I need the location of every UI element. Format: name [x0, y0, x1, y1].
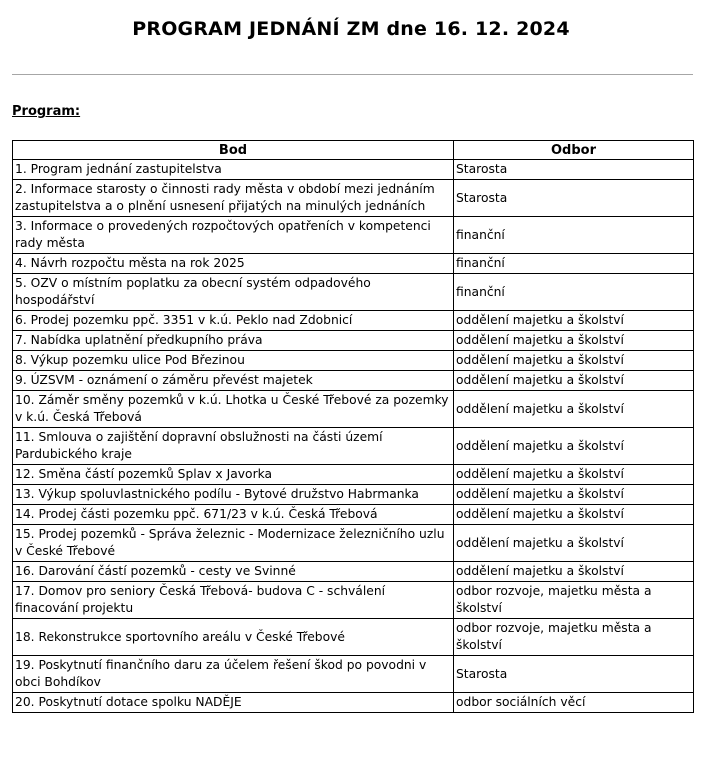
agenda-item: 14. Prodej části pozemku ppč. 671/23 v k.ú. Česká Třebová [13, 505, 454, 525]
agenda-department: finanční [454, 217, 694, 254]
page-title: PROGRAM JEDNÁNÍ ZM dne 16. 12. 2024 [132, 18, 570, 40]
agenda-department: odbor rozvoje, majetku města a školství [454, 582, 694, 619]
agenda-item: 3. Informace o provedených rozpočtových opatřeních v kompetenci rady města [13, 217, 454, 254]
agenda-department: odbor rozvoje, majetku města a školství [454, 619, 694, 656]
agenda-item: 1. Program jednání zastupitelstva [13, 160, 454, 180]
table-row [13, 693, 694, 713]
table-row [13, 351, 694, 371]
table-row [13, 562, 694, 582]
agenda-item: 19. Poskytnutí finančního daru za účelem řešení škod po povodni v obci Bohdíkov [13, 656, 454, 693]
agenda-department: oddělení majetku a školství [454, 428, 694, 465]
table-row [13, 217, 694, 254]
table-row [13, 505, 694, 525]
table-row [13, 311, 694, 331]
table-row [13, 428, 694, 465]
table-row [13, 656, 694, 693]
agenda-department: oddělení majetku a školství [454, 351, 694, 371]
agenda-department: odbor sociálních věcí [454, 693, 694, 713]
table-row [13, 274, 694, 311]
table-row [13, 465, 694, 485]
table-row [13, 371, 694, 391]
agenda-department: finanční [454, 274, 694, 311]
agenda-item: 17. Domov pro seniory Česká Třebová- budova C - schválení finacování projektu [13, 582, 454, 619]
agenda-department: oddělení majetku a školství [454, 465, 694, 485]
agenda-item: 6. Prodej pozemku ppč. 3351 v k.ú. Peklo nad Zdobnicí [13, 311, 454, 331]
table-row [13, 619, 694, 656]
agenda-table [12, 140, 694, 713]
agenda-item: 9. ÚZSVM - oznámení o záměru převést majetek [13, 371, 454, 391]
agenda-department: Starosta [454, 160, 694, 180]
table-row [13, 254, 694, 274]
agenda-item: 8. Výkup pozemku ulice Pod Březinou [13, 351, 454, 371]
table-row [13, 582, 694, 619]
agenda-item: 15. Prodej pozemků - Správa železnic - Modernizace železničního uzlu v České Třebové [13, 525, 454, 562]
agenda-department: Starosta [454, 656, 694, 693]
table-header-row [13, 141, 694, 160]
agenda-item: 11. Smlouva o zajištění dopravní obslužnosti na části území Pardubického kraje [13, 428, 454, 465]
agenda-department: oddělení majetku a školství [454, 311, 694, 331]
column-header-bod: Bod [13, 141, 454, 160]
agenda-item: 16. Darování částí pozemků - cesty ve Svinné [13, 562, 454, 582]
table-row [13, 160, 694, 180]
table-row [13, 180, 694, 217]
agenda-item: 5. OZV o místním poplatku za obecní systém odpadového hospodářství [13, 274, 454, 311]
agenda-item: 20. Poskytnutí dotace spolku NADĚJE [13, 693, 454, 713]
header-divider [12, 74, 693, 75]
agenda-department: oddělení majetku a školství [454, 371, 694, 391]
table-row [13, 331, 694, 351]
table-row [13, 391, 694, 428]
agenda-department: oddělení majetku a školství [454, 391, 694, 428]
agenda-department: oddělení majetku a školství [454, 562, 694, 582]
agenda-item: 4. Návrh rozpočtu města na rok 2025 [13, 254, 454, 274]
section-label: Program: [12, 104, 81, 119]
agenda-item: 18. Rekonstrukce sportovního areálu v České Třebové [13, 619, 454, 656]
column-header-odbor: Odbor [454, 141, 694, 160]
agenda-department: oddělení majetku a školství [454, 505, 694, 525]
agenda-item: 7. Nabídka uplatnění předkupního práva [13, 331, 454, 351]
agenda-item: 2. Informace starosty o činnosti rady města v období mezi jednáním zastupitelstva a o plnění usnesení přijatých na minulých jednáních [13, 180, 454, 217]
agenda-department: oddělení majetku a školství [454, 331, 694, 351]
agenda-item: 12. Směna částí pozemků Splav x Javorka [13, 465, 454, 485]
agenda-department: Starosta [454, 180, 694, 217]
table-row [13, 485, 694, 505]
agenda-department: finanční [454, 254, 694, 274]
agenda-item: 10. Záměr směny pozemků v k.ú. Lhotka u České Třebové za pozemky v k.ú. Česká Třebová [13, 391, 454, 428]
agenda-department: oddělení majetku a školství [454, 485, 694, 505]
agenda-item: 13. Výkup spoluvlastnického podílu - Bytové družstvo Habrmanka [13, 485, 454, 505]
agenda-department: oddělení majetku a školství [454, 525, 694, 562]
table-row [13, 525, 694, 562]
